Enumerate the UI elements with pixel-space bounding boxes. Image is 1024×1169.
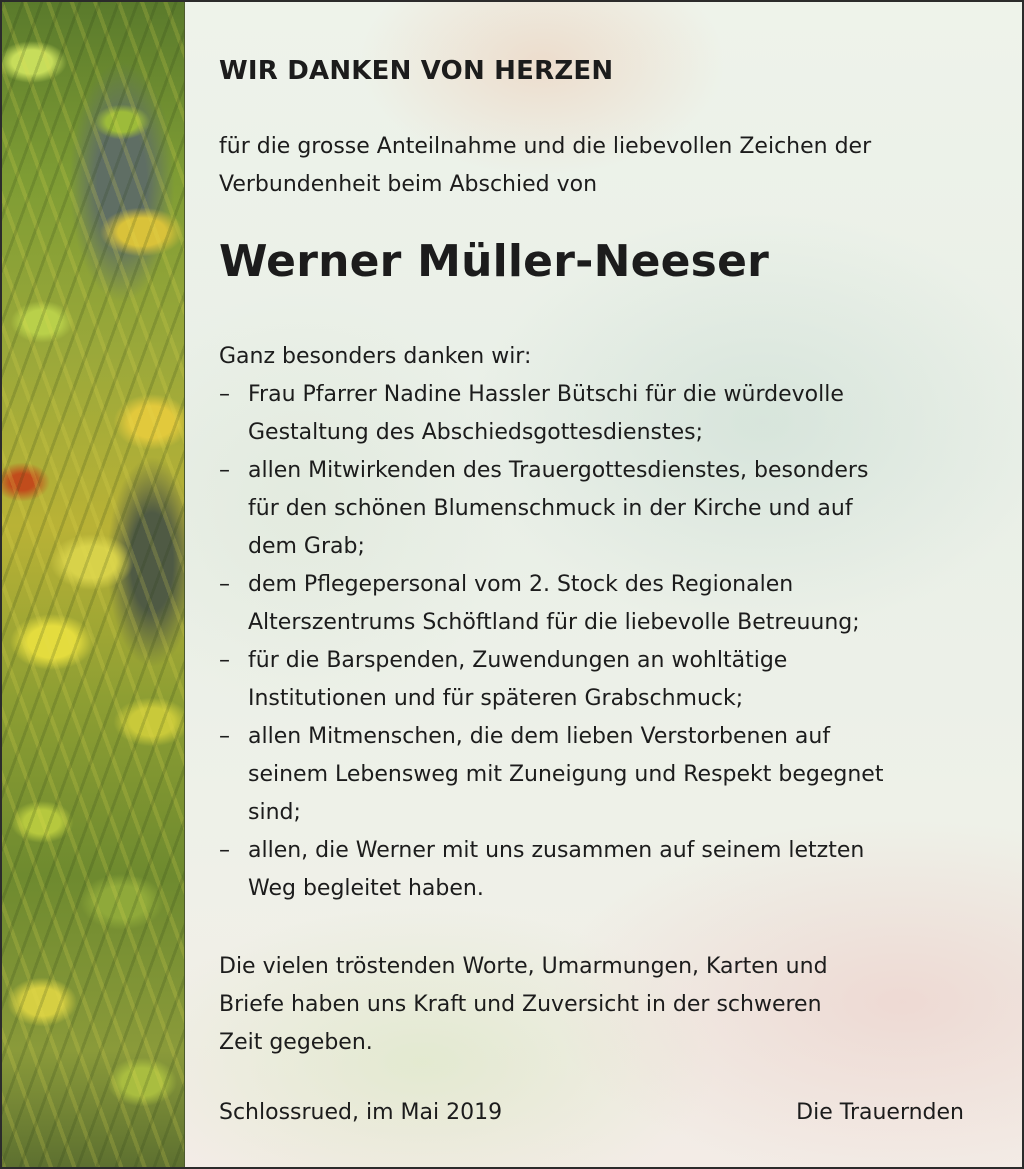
intro-text [219,128,999,204]
thanks-item [219,832,999,908]
thanks-item-line: Weg begleitet haben. [248,876,484,901]
thanks-item [219,566,999,642]
list-dash: – [219,572,230,597]
thanks-item-line: Alterszentrums Schöftland für die liebevolle Betreuung; [248,610,860,635]
thanks-item-line: Frau Pfarrer Nadine Hassler Bütschi für die würdevolle [248,382,844,407]
thanks-item-line: Institutionen und für späteren Grabschmuck; [248,686,744,711]
thanks-item [219,376,999,452]
intro-line: Verbundenheit beim Abschied von [219,172,598,197]
intro-line: für die grosse Anteilnahme und die liebevollen Zeichen der [219,134,872,159]
deceased-name: Werner Müller-Neeser [219,236,770,287]
thanks-list [219,376,999,908]
closing-line: Die vielen tröstenden Worte, Umarmungen, Karten und [219,954,828,979]
thanks-item [219,452,999,566]
thanks-item-line: für die Barspenden, Zuwendungen an wohltätige [248,648,788,673]
list-dash: – [219,724,230,749]
closing-line: Briefe haben uns Kraft und Zuversicht in der schweren [219,992,822,1017]
signature: Die Trauernden [796,1100,964,1125]
thanks-item-line: Gestaltung des Abschiedsgottesdienstes; [248,420,704,445]
forest-photo-strip [2,2,185,1167]
thanks-item-line: allen Mitmenschen, die dem lieben Verstorbenen auf [248,724,831,749]
thanks-item-line: sind; [248,800,301,825]
thanks-item-line: dem Grab; [248,534,365,559]
list-dash: – [219,648,230,673]
list-dash: – [219,838,230,863]
thanks-item-line: allen, die Werner mit uns zusammen auf seinem letzten [248,838,865,863]
place-date: Schlossrued, im Mai 2019 [219,1100,503,1125]
notice-heading: WIR DANKEN VON HERZEN [219,56,614,86]
leaf-texture [2,2,184,1167]
list-dash: – [219,458,230,483]
thanks-section [219,338,999,908]
closing-line: Zeit gegeben. [219,1030,373,1055]
thanks-intro: Ganz besonders danken wir: [219,344,532,369]
thanks-item-line: seinem Lebensweg mit Zuneigung und Respekt begegnet [248,762,884,787]
thanks-item-line: allen Mitwirkenden des Trauergottesdienstes, besonders [248,458,869,483]
list-dash: – [219,382,230,407]
thanks-item [219,642,999,718]
thanks-item [219,718,999,832]
thanks-item-line: dem Pflegepersonal vom 2. Stock des Regionalen [248,572,794,597]
thanks-item-line: für den schönen Blumenschmuck in der Kirche und auf [248,496,853,521]
closing-text [219,948,979,1062]
